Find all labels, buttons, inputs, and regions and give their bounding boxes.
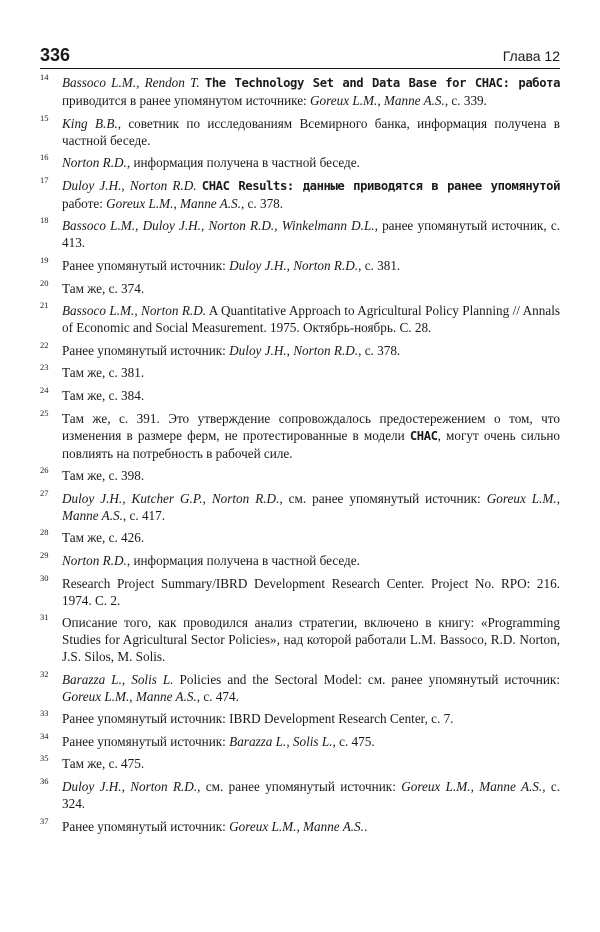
- chapter-title: Глава 12: [502, 48, 560, 64]
- author-name: Manne A.S.: [383, 93, 445, 108]
- endnote-text: , см. ранее упомянутый источник:: [197, 779, 402, 795]
- endnote-text: , могут очень сильно повлиять на потребность в рабочей силе.: [62, 427, 561, 461]
- endnote-number: 25: [40, 407, 49, 418]
- endnote-text: , ранее упомянутый источник, с. 413.: [62, 218, 560, 251]
- endnote-text: Там же, с. 384.: [62, 387, 145, 403]
- endnote-text: Ранее упомянутый источник:: [62, 733, 230, 749]
- author-name: Norton R.D.: [129, 177, 197, 193]
- endnote: [40, 254, 560, 274]
- endnote: [40, 384, 560, 404]
- author-name: Bassoco L.M.: [62, 75, 137, 90]
- document-title: The Technology Set and Data Base for CHAC: работa: [204, 76, 561, 90]
- endnote-text: Там же, с. 374.: [62, 280, 145, 296]
- author-name: Duloy J.H.: [142, 218, 201, 234]
- author-name: Goreux L.M.: [310, 93, 378, 108]
- endnote: [40, 364, 560, 381]
- author-name: Manne A.S.: [135, 688, 197, 704]
- endnote-text: ,: [135, 218, 143, 234]
- endnote-text: ,: [296, 818, 304, 834]
- endnote-text: , см. ранее упомянутый источник:: [279, 490, 487, 506]
- author-name: Manne A.S.: [62, 507, 123, 523]
- endnote-text: , советник по исследованиям Всемирного банка, информация получена в частной беседе.: [62, 115, 560, 148]
- endnote-text: ,: [121, 779, 131, 795]
- endnote-number: 27: [40, 487, 49, 498]
- endnote-text: Там же, с. 398.: [62, 468, 145, 484]
- endnote-text: Research Project Summary/IBRD Development Research Center. Project No. RPO: 216. 1974. С. 2.: [62, 575, 560, 608]
- endnote-number: 37: [40, 815, 49, 826]
- author-name: Norton R.D.: [293, 342, 359, 358]
- author-name: King B.B.: [62, 115, 118, 131]
- author-name: Norton R.D.: [130, 779, 198, 795]
- author-name: Manne A.S.: [479, 779, 543, 795]
- endnote-text: Ранее упомянутый источник:: [62, 342, 230, 358]
- endnote-number: 21: [40, 300, 49, 311]
- endnote-number: 22: [40, 339, 49, 350]
- endnote-text: Ранее упомянутый источник:: [62, 818, 230, 834]
- endnote-text: Там же, с. 381.: [62, 365, 145, 381]
- endnote-text: Там же, с. 475.: [62, 756, 145, 772]
- endnote-text: ,: [136, 75, 145, 90]
- endnote-text: , с. 378.: [358, 342, 401, 358]
- endnote-number: 20: [40, 277, 49, 288]
- author-name: Barazza L.: [62, 671, 122, 687]
- document-title: CHAC: [409, 428, 438, 443]
- endnote: [40, 614, 560, 665]
- endnote: [40, 529, 560, 546]
- endnote: [40, 467, 560, 484]
- endnote: [40, 710, 560, 727]
- endnote-text: ,: [377, 93, 384, 108]
- endnote-number: 28: [40, 527, 49, 538]
- endnote-text: Описание того, как проводился анализ стратегии, включено в книгу: «Programming Studies for Agricultural Sector Policies», над которой работали L.M. Bassoco, R.D. Norton, J.S. Silos, M. Solis.: [62, 615, 560, 665]
- endnote-number: 14: [40, 72, 49, 82]
- author-name: Duloy J.H.: [62, 490, 123, 506]
- author-name: Kutcher G.P.: [131, 490, 203, 506]
- endnote: [40, 778, 560, 812]
- endnote-text: приводится в ранее упомянутом источнике:: [62, 93, 311, 108]
- author-name: Goreux L.M.: [229, 818, 297, 834]
- author-name: Duloy J.H.: [229, 257, 287, 273]
- endnote-number: 15: [40, 112, 49, 123]
- endnote-text: ,: [129, 688, 136, 704]
- endnote-text: ,: [122, 490, 132, 506]
- endnote: [40, 174, 561, 212]
- author-name: Bassoco L.M.: [62, 218, 136, 234]
- author-name: Goreux L.M.: [486, 490, 557, 506]
- author-name: Duloy J.H.: [62, 779, 122, 795]
- author-name: Rendon T.: [144, 75, 200, 90]
- endnote-text: ,: [200, 218, 209, 234]
- author-name: Duloy J.H.: [62, 177, 122, 193]
- author-name: Goreux L.M.: [401, 779, 471, 795]
- endnote-text: A Quantitative Approach to Agricultural Policy Planning // Annals of Economic and Social Measurement. 1975. Октябрь-ноябрь. С. 28.: [62, 303, 560, 336]
- endnote-text: ,: [286, 342, 294, 358]
- endnote-text: ,: [134, 303, 142, 319]
- endnote-text: Ранее упомянутый источник:: [62, 257, 230, 273]
- endnote-text: ,: [286, 733, 293, 749]
- endnote: [40, 112, 560, 149]
- endnote-text: , с. 417.: [122, 507, 166, 523]
- endnote: [40, 815, 560, 835]
- endnote: [40, 407, 561, 462]
- endnote-number: 34: [40, 730, 49, 741]
- endnote-text: ,: [274, 218, 282, 234]
- endnote: [40, 217, 560, 251]
- author-name: Manne A.S.: [180, 195, 241, 211]
- endnote-text: ,: [556, 490, 561, 506]
- endnote-text: , с. 474.: [196, 688, 239, 704]
- endnote-text: ,: [173, 195, 181, 211]
- running-header: [40, 44, 560, 69]
- endnote-text: , информация получена в частной беседе.: [126, 155, 360, 171]
- endnote-number: 24: [40, 384, 49, 395]
- endnote: [40, 74, 560, 109]
- endnote-number: 36: [40, 776, 49, 787]
- author-name: Goreux L.M.: [106, 195, 174, 211]
- endnote-text: Ранее упомянутый источник: IBRD Development Research Center, с. 7.: [62, 711, 454, 727]
- page-number: 336: [40, 45, 71, 65]
- author-name: Winkelmann D.L.: [281, 218, 375, 234]
- endnote-text: ,: [286, 257, 294, 273]
- endnote-text: Там же, с. 426.: [62, 530, 145, 546]
- endnote-number: 17: [40, 174, 49, 185]
- endnote: [40, 755, 560, 772]
- endnote-text: , информация получена в частной беседе.: [126, 552, 360, 568]
- endnote-text: .: [363, 818, 368, 834]
- endnote-number: 29: [40, 549, 49, 560]
- endnote-text: ,: [121, 671, 132, 687]
- author-name: Norton R.D.: [141, 303, 207, 319]
- endnote: [40, 487, 561, 524]
- author-name: Norton R.D.: [62, 552, 127, 568]
- endnote-text: , с. 378.: [240, 195, 284, 211]
- endnote: [40, 572, 560, 609]
- endnote: [40, 277, 560, 297]
- author-name: Norton R.D.: [208, 218, 275, 234]
- endnote-number: 16: [40, 152, 49, 163]
- endnote-text: Policies and the Sectoral Model: см. ранее упомянутый источник:: [173, 671, 560, 687]
- endnote-text: , с. 381.: [358, 257, 401, 273]
- author-name: Norton R.D.: [293, 257, 359, 273]
- endnote-text: ,: [202, 490, 212, 506]
- endnote-text: ,: [470, 779, 480, 795]
- author-name: Barazza L.: [229, 733, 287, 749]
- endnote-text: , с. 339.: [444, 93, 487, 108]
- author-name: Manne A.S.: [303, 818, 364, 834]
- endnote-number: 26: [40, 465, 49, 476]
- endnote-number: 30: [40, 572, 49, 583]
- author-name: Solis L.: [131, 671, 174, 687]
- document-title: CHAC Results: данные приводятся в ранее упомянутой: [201, 178, 561, 193]
- endnote-text: работе:: [62, 195, 107, 211]
- endnotes-list: [40, 74, 560, 840]
- endnote-text: , с. 324.: [62, 779, 561, 812]
- endnote-number: 32: [40, 668, 49, 679]
- author-name: Goreux L.M.: [62, 688, 130, 704]
- endnote-text: ,: [121, 177, 130, 193]
- endnote-text: Там же, с. 391. Это утверждение сопровождалось предостережением о том, что изменения в размере ферм, не протестированные в модели: [62, 410, 560, 443]
- endnote-number: 23: [40, 362, 49, 373]
- endnote: [40, 549, 560, 569]
- author-name: Norton R.D.: [62, 155, 127, 171]
- endnote-number: 19: [40, 254, 49, 265]
- endnote: [40, 668, 560, 705]
- endnote-text: , с. 475.: [332, 733, 375, 749]
- author-name: Solis L.: [292, 733, 333, 749]
- author-name: Bassoco L.M.: [62, 303, 135, 319]
- author-name: Norton R.D.: [211, 490, 280, 506]
- endnote: [40, 154, 560, 171]
- endnote-number: 33: [40, 708, 49, 719]
- endnote: [40, 302, 560, 336]
- author-name: Duloy J.H.: [229, 342, 287, 358]
- endnote: [40, 339, 560, 359]
- endnote-number: 35: [40, 753, 49, 764]
- endnote-number: 31: [40, 612, 49, 623]
- endnote-number: 18: [40, 215, 49, 226]
- endnote: [40, 730, 560, 750]
